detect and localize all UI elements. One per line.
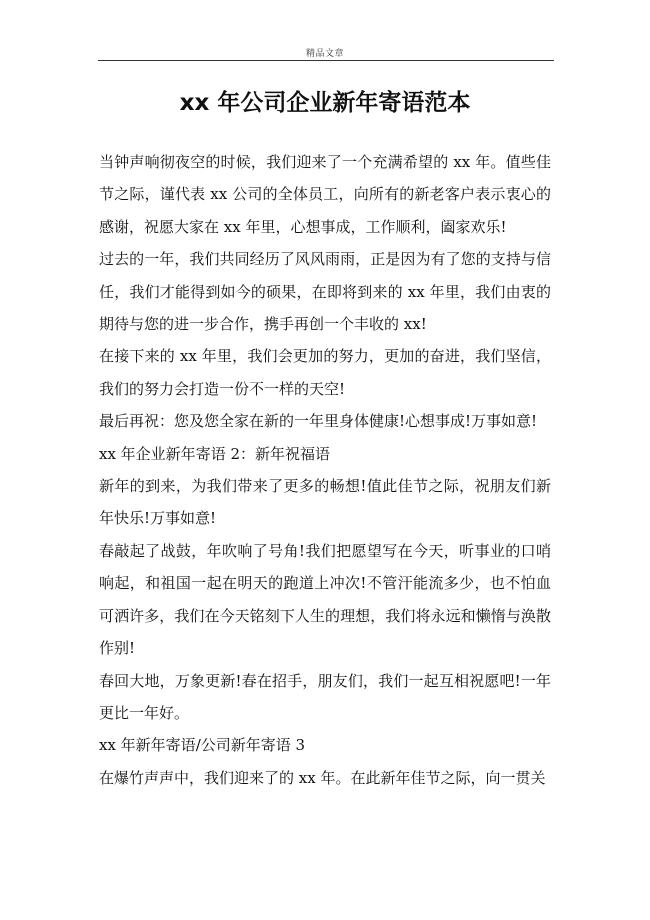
paragraph-3: 在接下来的 xx 年里，我们会更加的努力，更加的奋进，我们坚信，我们的努力会打造一份不一样的天空! [99, 347, 551, 398]
paragraph-6: 新年的到来，为我们带来了更多的畅想!值此佳节之际，祝朋友们新年快乐!万事如意! [99, 477, 551, 528]
page-title: xx 年公司企业新年寄语范本 [179, 90, 471, 116]
paragraph-2: 过去的一年，我们共同经历了风风雨雨，正是因为有了您的支持与信任，我们才能得到如今的硕果，在即将到来的 xx 年里，我们由衷的期待与您的进一步合作，携手再创一个丰收的 xx! [99, 250, 551, 334]
paragraph-10: 在爆竹声声中，我们迎来了的 xx 年。在此新年佳节之际，向一贯关 [99, 768, 546, 787]
section-heading-2: xx 年企业新年寄语 2：新年祝福语 [99, 444, 330, 463]
section-heading-3: xx 年新年寄语/公司新年寄语 3 [99, 736, 306, 755]
paragraph-4: 最后再祝：您及您全家在新的一年里身体健康!心想事成!万事如意! [99, 412, 538, 431]
header-divider [98, 60, 554, 61]
paragraph-8: 春回大地，万象更新!春在招手，朋友们，我们一起互相祝愿吧!一年更比一年好。 [99, 671, 551, 722]
paragraph-1: 当钟声响彻夜空的时候，我们迎来了一个充满希望的 xx 年。值些佳节之际，谨代表 xx 公司的全体员工，向所有的新老客户表示衷心的感谢，祝愿大家在 xx 年里，心想事成，工作顺利，阖家欢乐! [99, 153, 551, 236]
header-label: 精品文章 [305, 49, 344, 59]
document-body [99, 146, 551, 794]
paragraph-7: 春敲起了战鼓，年吹响了号角!我们把愿望写在今天，听事业的口哨响起，和祖国一起在明天的跑道上冲次!不管汗能流多少，也不怕血可洒许多，我们在今天铭刻下人生的理想，我们将永远和懒惰与涣散作别! [99, 541, 551, 658]
